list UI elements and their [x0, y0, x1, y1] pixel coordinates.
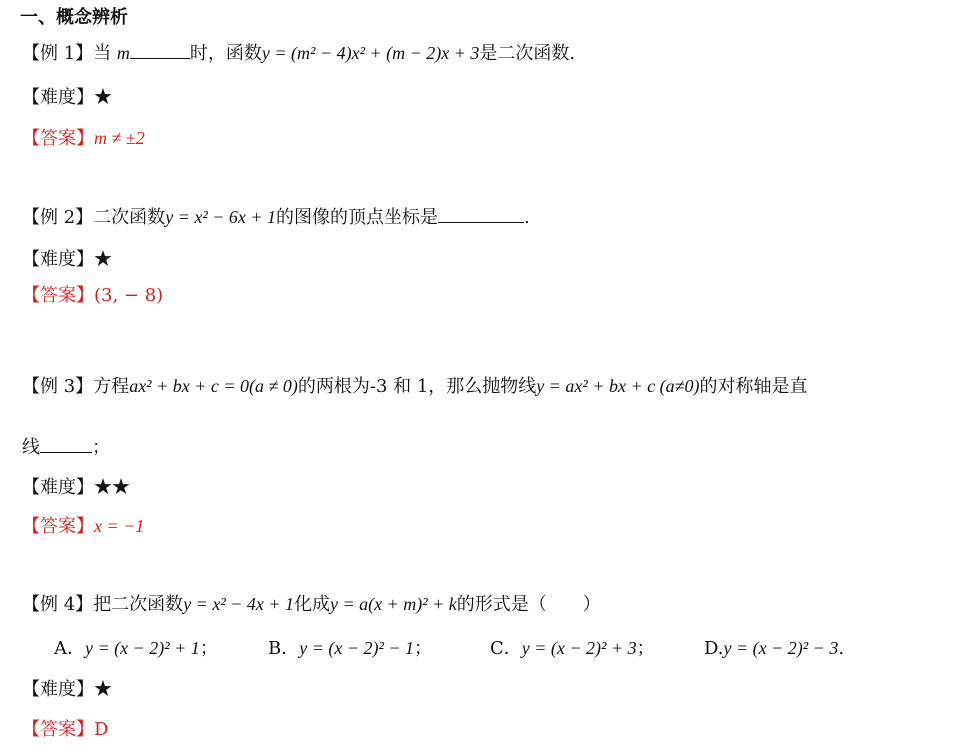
question-text: . — [524, 207, 530, 228]
formula: y = x² − 4x + 1 — [183, 594, 294, 614]
math-var: m — [116, 43, 130, 63]
answer-value: m ≠ ±2 — [94, 128, 145, 148]
example-1-question — [22, 40, 575, 66]
answer-value: (3, − 8) — [94, 285, 164, 306]
question-text: 线 — [22, 437, 40, 458]
question-text: 是二次函数. — [479, 43, 576, 64]
question-text: 的形式是（ ） — [456, 594, 601, 615]
answer-blank — [40, 434, 92, 453]
option-formula: y = (x − 2)² − 1 — [299, 638, 415, 658]
question-text: 化成 — [294, 594, 330, 615]
question-text: 时，函数 — [189, 43, 262, 64]
example-2-answer — [22, 284, 163, 308]
example-2-difficulty — [22, 248, 112, 272]
example-3-difficulty — [22, 476, 130, 500]
difficulty-label: 【难度】 — [22, 679, 94, 700]
answer-value: D — [94, 719, 109, 740]
answer-value: x = −1 — [94, 516, 145, 536]
formula: y = ax² + bx + c (a≠0) — [536, 376, 700, 396]
answer-label: 【答案】 — [22, 285, 94, 306]
option-b[interactable] — [268, 636, 432, 661]
formula: y = a(x + m)² + k — [330, 594, 457, 614]
question-text: 当 — [93, 43, 117, 64]
difficulty-stars: ★ — [94, 87, 112, 108]
question-text: 的两根为-3 和 1，那么抛物线 — [297, 376, 537, 397]
question-text: 二次函数 — [93, 207, 166, 228]
option-separator: ； — [414, 638, 433, 659]
difficulty-label: 【难度】 — [22, 249, 94, 270]
example-tag: 【例 2】 — [22, 207, 94, 228]
example-tag: 【例 1】 — [22, 43, 94, 64]
example-3-question — [22, 374, 807, 399]
option-formula: y = (x − 2)² + 1 — [85, 638, 200, 658]
difficulty-label: 【难度】 — [22, 87, 94, 108]
question-text: ； — [92, 437, 110, 458]
example-1-answer — [22, 126, 145, 151]
difficulty-label: 【难度】 — [22, 477, 94, 498]
difficulty-stars: ★ — [94, 679, 112, 700]
formula: y = (m² − 4)x² + (m − 2)x + 3 — [261, 43, 480, 63]
answer-blank — [438, 204, 524, 223]
answer-blank — [130, 40, 190, 59]
question-text: 把二次函数 — [93, 594, 184, 615]
answer-label: 【答案】 — [22, 719, 94, 740]
example-4-question — [22, 592, 601, 617]
difficulty-stars: ★ — [94, 249, 112, 270]
difficulty-stars: ★★ — [94, 477, 130, 498]
example-1-difficulty — [22, 86, 112, 110]
example-3-question-cont — [22, 434, 110, 460]
question-text: 的对称轴是直 — [699, 376, 808, 397]
question-text: 的图像的顶点坐标是 — [276, 207, 438, 228]
answer-label: 【答案】 — [22, 128, 94, 149]
option-d[interactable] — [704, 636, 844, 661]
example-3-answer — [22, 514, 144, 539]
option-separator: ； — [199, 638, 218, 659]
option-separator: . — [838, 638, 845, 659]
answer-label: 【答案】 — [22, 516, 94, 537]
option-formula: y = (x − 2)² − 3 — [723, 638, 839, 658]
option-formula: y = (x − 2)² + 3 — [521, 638, 637, 658]
example-tag: 【例 4】 — [22, 594, 94, 615]
formula: ax² + bx + c = 0(a ≠ 0) — [129, 376, 298, 396]
option-key: B． — [268, 638, 300, 659]
option-key: C． — [490, 638, 522, 659]
option-c[interactable] — [490, 636, 655, 661]
example-tag: 【例 3】 — [22, 376, 94, 397]
option-key: D. — [704, 638, 724, 659]
question-text: 方程 — [93, 376, 130, 397]
section-title: 一、概念辨析 — [20, 7, 128, 28]
option-separator: ； — [636, 638, 655, 659]
example-4-answer — [22, 718, 108, 742]
example-2-question — [22, 204, 530, 230]
option-a[interactable] — [54, 636, 218, 661]
option-key: A． — [54, 638, 85, 659]
example-4-difficulty — [22, 678, 112, 702]
formula: y = x² − 6x + 1 — [165, 207, 276, 227]
